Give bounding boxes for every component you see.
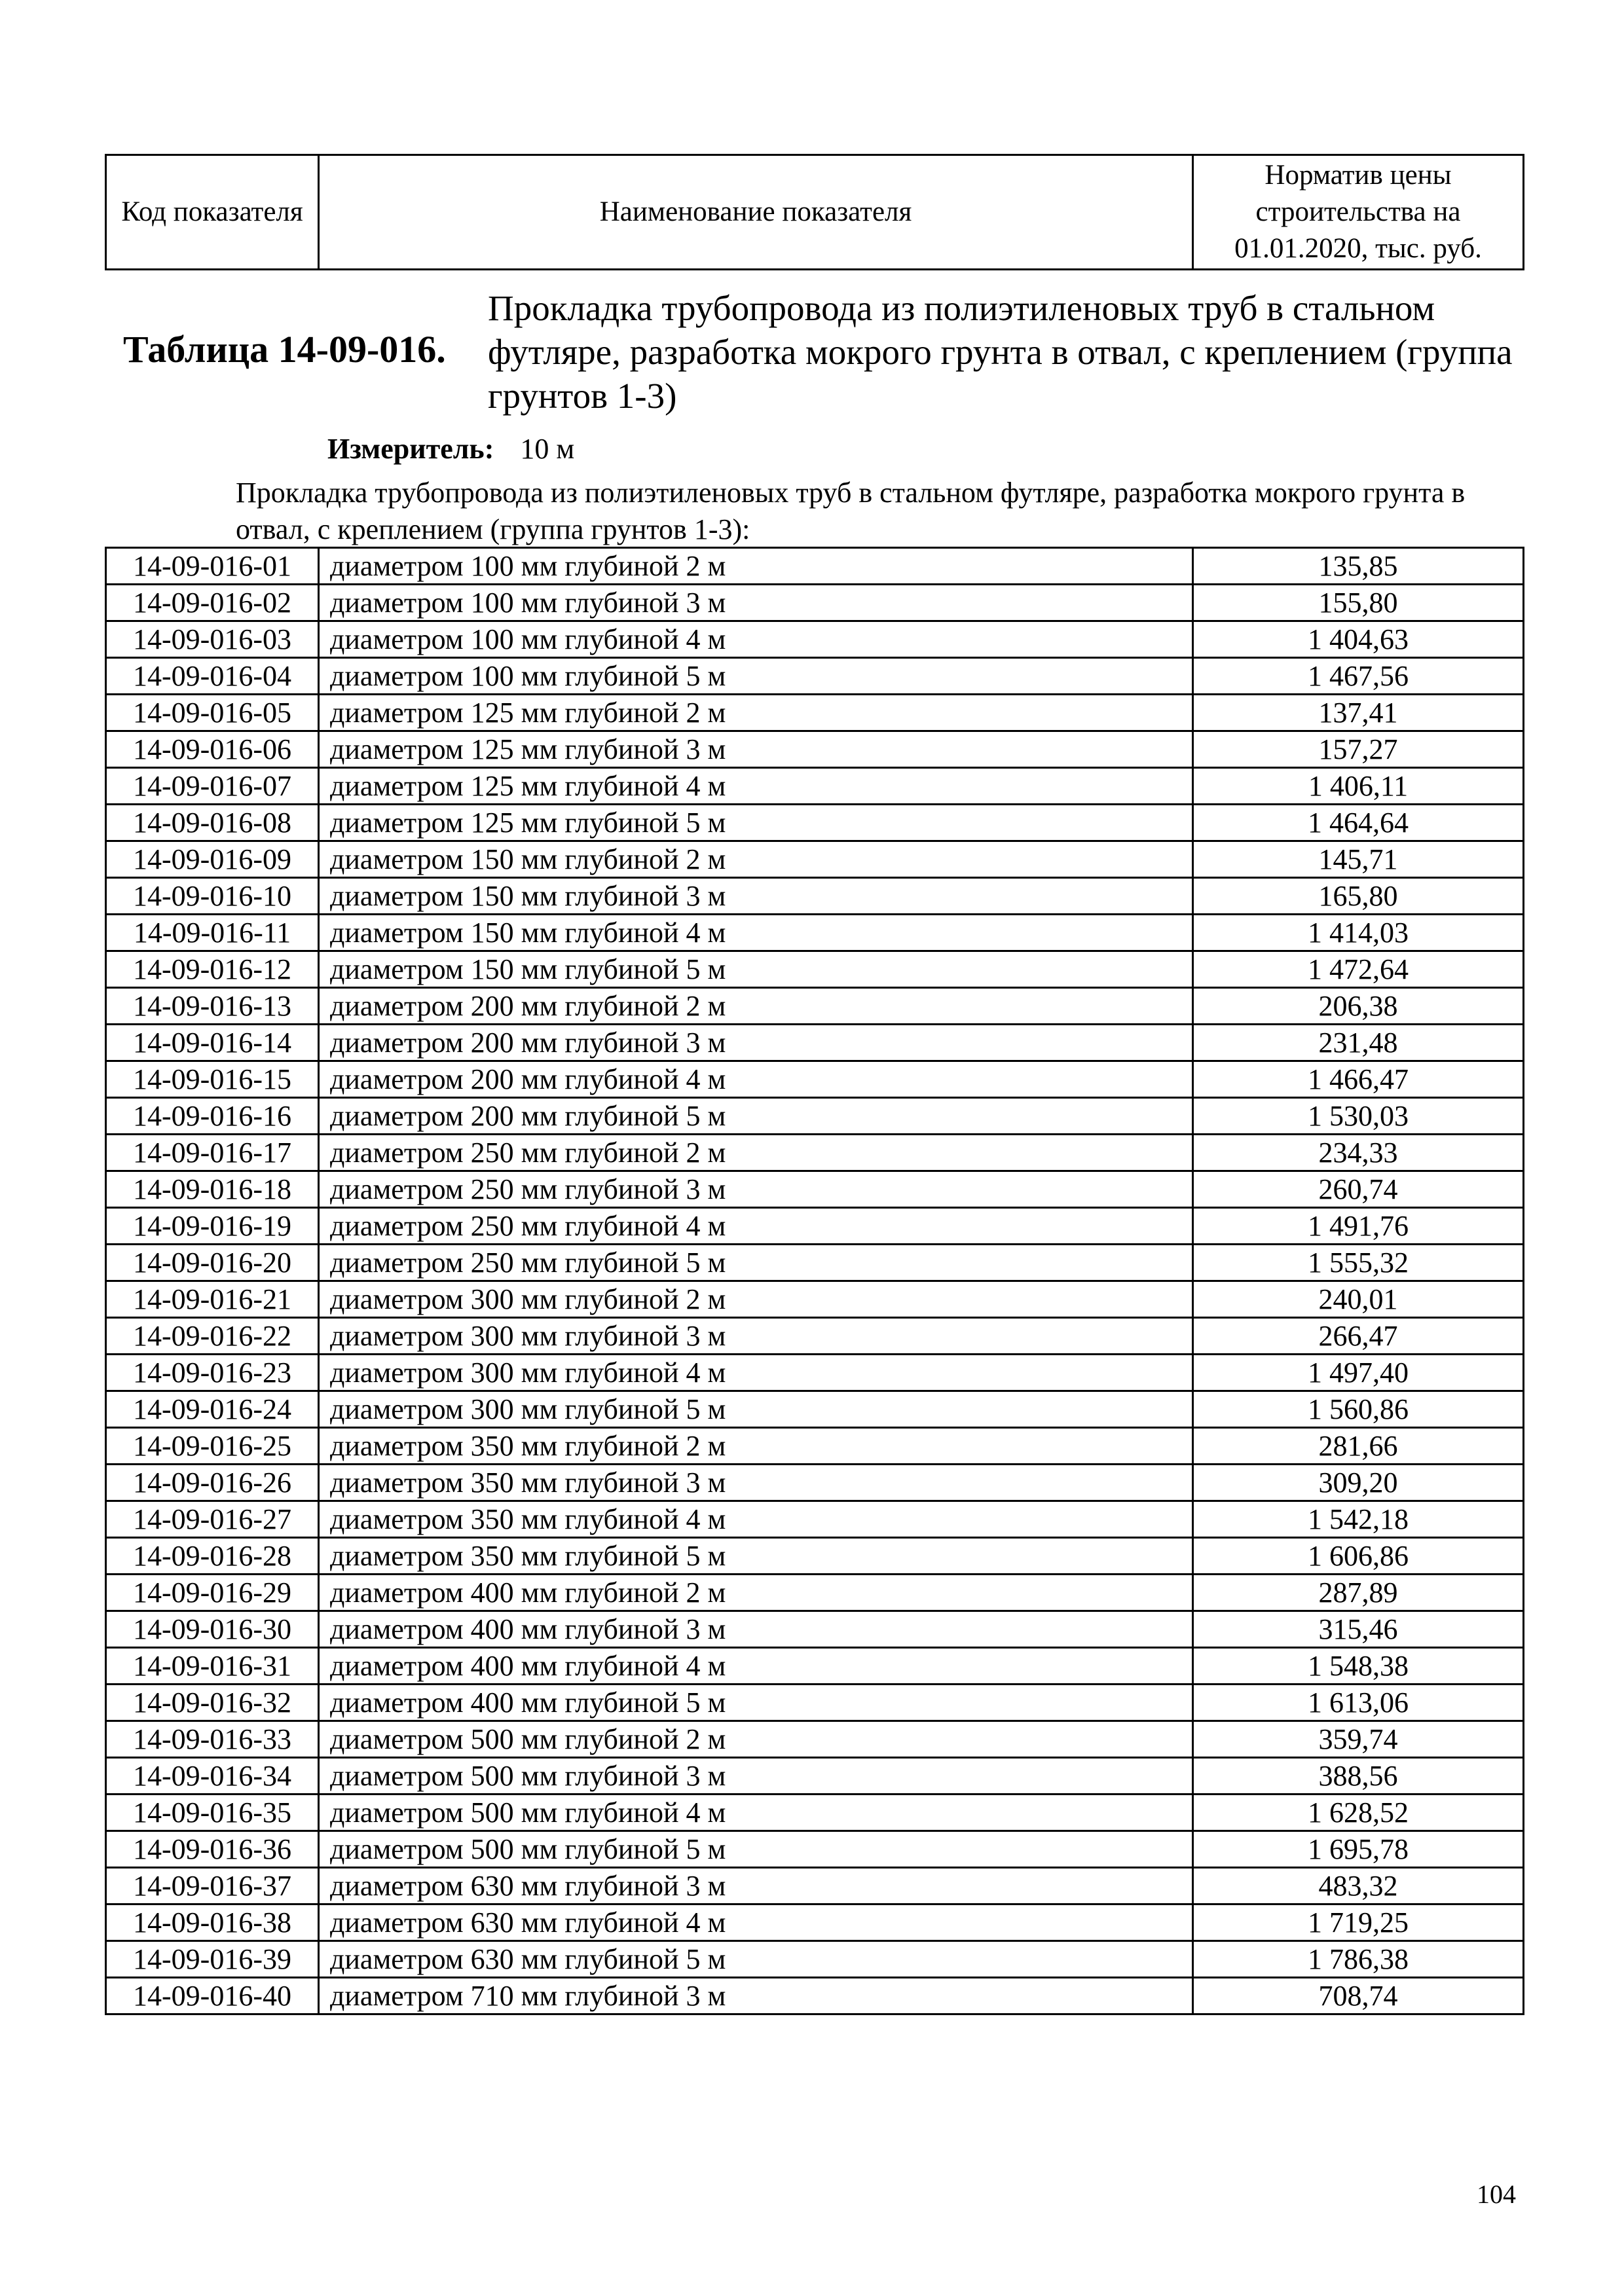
table-row xyxy=(106,1135,1524,1171)
table-row xyxy=(106,1208,1524,1245)
row-name: диаметром 200 мм глубиной 4 м xyxy=(319,1061,1193,1098)
row-name: диаметром 350 мм глубиной 3 м xyxy=(319,1465,1193,1501)
row-code: 14-09-016-30 xyxy=(106,1611,319,1648)
row-name: диаметром 250 мм глубиной 2 м xyxy=(319,1135,1193,1171)
row-name: диаметром 500 мм глубиной 3 м xyxy=(319,1758,1193,1795)
row-code: 14-09-016-13 xyxy=(106,988,319,1025)
row-name: диаметром 200 мм глубиной 2 м xyxy=(319,988,1193,1025)
table-row xyxy=(106,841,1524,878)
price-column-header: Норматив цены строительства на 01.01.2020, тыс. руб. xyxy=(1193,155,1524,270)
table-title: Прокладка трубопровода из полиэтиленовых труб в стальном футляре, разработка мокрого грунта в отвал, с креплением (группа грунтов 1-3) xyxy=(488,288,1513,416)
row-price: 1 406,11 xyxy=(1193,768,1524,805)
row-name: диаметром 150 мм глубиной 2 м xyxy=(319,841,1193,878)
row-price: 1 555,32 xyxy=(1193,1245,1524,1281)
row-price: 1 472,64 xyxy=(1193,951,1524,988)
row-price: 1 786,38 xyxy=(1193,1941,1524,1978)
row-price: 1 530,03 xyxy=(1193,1098,1524,1135)
table-row xyxy=(106,1061,1524,1098)
table-row xyxy=(106,768,1524,805)
row-price: 483,32 xyxy=(1193,1868,1524,1904)
name-column-header: Наименование показателя xyxy=(319,155,1193,270)
row-code: 14-09-016-05 xyxy=(106,695,319,731)
row-name: диаметром 400 мм глубиной 2 м xyxy=(319,1575,1193,1611)
row-name: диаметром 250 мм глубиной 3 м xyxy=(319,1171,1193,1208)
unit-value: 10 м xyxy=(520,433,575,465)
row-code: 14-09-016-03 xyxy=(106,621,319,658)
table-row xyxy=(106,1721,1524,1758)
row-price: 206,38 xyxy=(1193,988,1524,1025)
row-name: диаметром 125 мм глубиной 5 м xyxy=(319,805,1193,841)
price-table-body xyxy=(106,548,1524,2014)
row-code: 14-09-016-04 xyxy=(106,658,319,695)
row-code: 14-09-016-33 xyxy=(106,1721,319,1758)
row-price: 1 548,38 xyxy=(1193,1648,1524,1685)
table-row xyxy=(106,1465,1524,1501)
row-name: диаметром 500 мм глубиной 2 м xyxy=(319,1721,1193,1758)
row-name: диаметром 100 мм глубиной 4 м xyxy=(319,621,1193,658)
table-row xyxy=(106,1245,1524,1281)
table-row xyxy=(106,1941,1524,1978)
section-description: Прокладка трубопровода из полиэтиленовых труб в стальном футляре, разработка мокрого грунта в отвал, с креплением (группа грунтов 1-3): xyxy=(236,477,1466,545)
row-code: 14-09-016-15 xyxy=(106,1061,319,1098)
row-code: 14-09-016-10 xyxy=(106,878,319,915)
row-price: 1 497,40 xyxy=(1193,1355,1524,1391)
row-code: 14-09-016-09 xyxy=(106,841,319,878)
table-row xyxy=(106,1318,1524,1355)
row-name: диаметром 400 мм глубиной 5 м xyxy=(319,1685,1193,1721)
table-row xyxy=(106,1428,1524,1465)
row-code: 14-09-016-02 xyxy=(106,585,319,621)
row-name: диаметром 250 мм глубиной 4 м xyxy=(319,1208,1193,1245)
row-name: диаметром 500 мм глубиной 5 м xyxy=(319,1831,1193,1868)
row-price: 1 542,18 xyxy=(1193,1501,1524,1538)
row-price: 1 628,52 xyxy=(1193,1795,1524,1831)
row-price: 234,33 xyxy=(1193,1135,1524,1171)
row-price: 1 467,56 xyxy=(1193,658,1524,695)
unit-line xyxy=(327,432,574,465)
row-name: диаметром 100 мм глубиной 3 м xyxy=(319,585,1193,621)
row-name: диаметром 125 мм глубиной 2 м xyxy=(319,695,1193,731)
row-price: 1 560,86 xyxy=(1193,1391,1524,1428)
row-name: диаметром 500 мм глубиной 4 м xyxy=(319,1795,1193,1831)
row-price: 260,74 xyxy=(1193,1171,1524,1208)
code-column-header: Код показателя xyxy=(106,155,319,270)
row-name: диаметром 150 мм глубиной 5 м xyxy=(319,951,1193,988)
row-name: диаметром 300 мм глубиной 5 м xyxy=(319,1391,1193,1428)
row-price: 708,74 xyxy=(1193,1978,1524,2014)
row-code: 14-09-016-06 xyxy=(106,731,319,768)
row-code: 14-09-016-34 xyxy=(106,1758,319,1795)
row-name: диаметром 350 мм глубиной 4 м xyxy=(319,1501,1193,1538)
row-code: 14-09-016-29 xyxy=(106,1575,319,1611)
row-code: 14-09-016-26 xyxy=(106,1465,319,1501)
row-price: 1 491,76 xyxy=(1193,1208,1524,1245)
table-row xyxy=(106,1795,1524,1831)
table-row xyxy=(106,1171,1524,1208)
row-code: 14-09-016-36 xyxy=(106,1831,319,1868)
row-name: диаметром 150 мм глубиной 3 м xyxy=(319,878,1193,915)
column-header-row xyxy=(106,155,1524,270)
row-name: диаметром 300 мм глубиной 4 м xyxy=(319,1355,1193,1391)
row-code: 14-09-016-37 xyxy=(106,1868,319,1904)
row-code: 14-09-016-28 xyxy=(106,1538,319,1575)
table-row xyxy=(106,1538,1524,1575)
table-row xyxy=(106,731,1524,768)
row-name: диаметром 150 мм глубиной 4 м xyxy=(319,915,1193,951)
row-price: 1 414,03 xyxy=(1193,915,1524,951)
row-name: диаметром 350 мм глубиной 2 м xyxy=(319,1428,1193,1465)
table-row xyxy=(106,658,1524,695)
row-code: 14-09-016-17 xyxy=(106,1135,319,1171)
row-name: диаметром 710 мм глубиной 3 м xyxy=(319,1978,1193,2014)
row-price: 388,56 xyxy=(1193,1758,1524,1795)
table-row xyxy=(106,1978,1524,2014)
table-row xyxy=(106,621,1524,658)
row-name: диаметром 100 мм глубиной 5 м xyxy=(319,658,1193,695)
row-code: 14-09-016-25 xyxy=(106,1428,319,1465)
table-row xyxy=(106,1611,1524,1648)
table-row xyxy=(106,695,1524,731)
row-price: 135,85 xyxy=(1193,548,1524,585)
row-price: 1 695,78 xyxy=(1193,1831,1524,1868)
row-code: 14-09-016-39 xyxy=(106,1941,319,1978)
row-price: 1 404,63 xyxy=(1193,621,1524,658)
table-row xyxy=(106,585,1524,621)
row-code: 14-09-016-24 xyxy=(106,1391,319,1428)
row-code: 14-09-016-22 xyxy=(106,1318,319,1355)
row-name: диаметром 300 мм глубиной 2 м xyxy=(319,1281,1193,1318)
price-table xyxy=(105,547,1524,2015)
row-name: диаметром 200 мм глубиной 5 м xyxy=(319,1098,1193,1135)
row-name: диаметром 400 мм глубиной 4 м xyxy=(319,1648,1193,1685)
row-code: 14-09-016-31 xyxy=(106,1648,319,1685)
column-header-table xyxy=(105,154,1524,270)
row-code: 14-09-016-40 xyxy=(106,1978,319,2014)
row-price: 359,74 xyxy=(1193,1721,1524,1758)
unit-label: Измеритель: xyxy=(327,433,494,465)
row-price: 1 464,64 xyxy=(1193,805,1524,841)
row-code: 14-09-016-16 xyxy=(106,1098,319,1135)
table-row xyxy=(106,805,1524,841)
table-row xyxy=(106,1831,1524,1868)
row-price: 281,66 xyxy=(1193,1428,1524,1465)
row-price: 287,89 xyxy=(1193,1575,1524,1611)
table-row xyxy=(106,1758,1524,1795)
row-name: диаметром 630 мм глубиной 4 м xyxy=(319,1904,1193,1941)
row-price: 145,71 xyxy=(1193,841,1524,878)
row-price: 266,47 xyxy=(1193,1318,1524,1355)
row-code: 14-09-016-32 xyxy=(106,1685,319,1721)
table-row xyxy=(106,1355,1524,1391)
table-row xyxy=(106,1575,1524,1611)
row-code: 14-09-016-19 xyxy=(106,1208,319,1245)
row-price: 157,27 xyxy=(1193,731,1524,768)
row-price: 1 613,06 xyxy=(1193,1685,1524,1721)
table-row xyxy=(106,1868,1524,1904)
table-row xyxy=(106,1391,1524,1428)
table-number-label: Таблица 14-09-016. xyxy=(123,328,446,371)
row-code: 14-09-016-08 xyxy=(106,805,319,841)
row-price: 1 606,86 xyxy=(1193,1538,1524,1575)
table-row xyxy=(106,1904,1524,1941)
row-price: 315,46 xyxy=(1193,1611,1524,1648)
row-name: диаметром 400 мм глубиной 3 м xyxy=(319,1611,1193,1648)
row-name: диаметром 630 мм глубиной 5 м xyxy=(319,1941,1193,1978)
table-row xyxy=(106,1098,1524,1135)
table-row xyxy=(106,548,1524,585)
row-code: 14-09-016-14 xyxy=(106,1025,319,1061)
row-code: 14-09-016-07 xyxy=(106,768,319,805)
row-price: 240,01 xyxy=(1193,1281,1524,1318)
row-name: диаметром 630 мм глубиной 3 м xyxy=(319,1868,1193,1904)
table-row xyxy=(106,878,1524,915)
table-row xyxy=(106,988,1524,1025)
row-price: 1 466,47 xyxy=(1193,1061,1524,1098)
row-price: 137,41 xyxy=(1193,695,1524,731)
page-number: 104 xyxy=(1477,2179,1516,2209)
row-code: 14-09-016-20 xyxy=(106,1245,319,1281)
row-name: диаметром 125 мм глубиной 4 м xyxy=(319,768,1193,805)
row-price: 309,20 xyxy=(1193,1465,1524,1501)
row-code: 14-09-016-27 xyxy=(106,1501,319,1538)
table-row xyxy=(106,1281,1524,1318)
row-name: диаметром 200 мм глубиной 3 м xyxy=(319,1025,1193,1061)
table-row xyxy=(106,1648,1524,1685)
row-name: диаметром 125 мм глубиной 3 м xyxy=(319,731,1193,768)
row-code: 14-09-016-21 xyxy=(106,1281,319,1318)
row-code: 14-09-016-11 xyxy=(106,915,319,951)
row-code: 14-09-016-01 xyxy=(106,548,319,585)
row-name: диаметром 350 мм глубиной 5 м xyxy=(319,1538,1193,1575)
table-row xyxy=(106,1685,1524,1721)
row-price: 231,48 xyxy=(1193,1025,1524,1061)
row-name: диаметром 100 мм глубиной 2 м xyxy=(319,548,1193,585)
row-code: 14-09-016-38 xyxy=(106,1904,319,1941)
row-code: 14-09-016-12 xyxy=(106,951,319,988)
row-price: 155,80 xyxy=(1193,585,1524,621)
row-price: 1 719,25 xyxy=(1193,1904,1524,1941)
row-code: 14-09-016-35 xyxy=(106,1795,319,1831)
row-name: диаметром 300 мм глубиной 3 м xyxy=(319,1318,1193,1355)
row-code: 14-09-016-23 xyxy=(106,1355,319,1391)
table-row xyxy=(106,951,1524,988)
table-row xyxy=(106,1025,1524,1061)
row-price: 165,80 xyxy=(1193,878,1524,915)
table-row xyxy=(106,1501,1524,1538)
row-name: диаметром 250 мм глубиной 5 м xyxy=(319,1245,1193,1281)
row-code: 14-09-016-18 xyxy=(106,1171,319,1208)
table-row xyxy=(106,915,1524,951)
